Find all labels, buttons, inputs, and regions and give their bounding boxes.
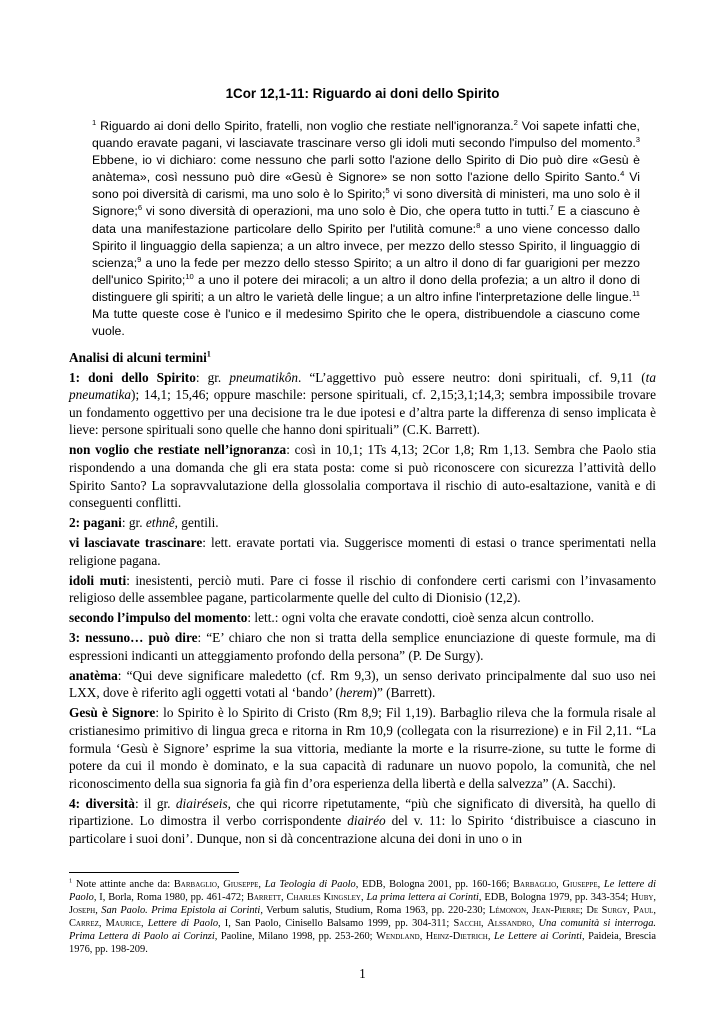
- term-label: secondo l’impulso del momento: [69, 610, 248, 626]
- term-label: 1: doni dello Spirito: [69, 369, 196, 385]
- term-entry: vi lasciavate trascinare: lett. eravate portati via. Suggerisce momenti di estasi o trance sperimentati nella religione pagana.: [69, 535, 656, 568]
- page-number: 1: [359, 966, 366, 981]
- term-entry: 4: diversità: il gr. diairéseis, che qui ricorre ripetutamente, “più che significato di diversità, ha quello di ripartizione. Lo dimostra il verbo corrispondente diairéo del v. 11: lo Spirito ‘distribuisce a ciascuno in particolare i suoi doni’. Dunque, non si dà concentrazione alcuna dei doni in uno o in: [69, 795, 657, 846]
- book-title: La Teologia di Paolo: [264, 879, 356, 890]
- term-label: idoli muti: [69, 572, 127, 588]
- page-title: 1Cor 12,1-11: Riguardo ai doni dello Spirito: [225, 86, 500, 101]
- author-name: Wendland, Heinz-Dietrich: [376, 931, 488, 943]
- author-name: Barbaglio, Giuseppe: [513, 879, 598, 890]
- term-label: vi lasciavate trascinare: [69, 535, 203, 551]
- verse-number: 5: [385, 186, 390, 196]
- verse-number: 7: [549, 203, 554, 213]
- footnote-number: 1: [69, 877, 73, 885]
- book-title: Le lettere di Paolo: [69, 879, 656, 904]
- verse-number: 4: [620, 169, 625, 179]
- author-name: Huby, Joseph: [69, 892, 657, 917]
- verse-text: Voi sapete infatti che, quando eravate pagani, vi lasciavate trascinare verso gli idoli muti secondo l'impulso del momento.: [92, 119, 640, 151]
- term-label: anatèma: [69, 667, 118, 683]
- verse-number: 9: [137, 254, 142, 264]
- footnote: $^1$ Note attinte anche da: Barbaglio, Giuseppe, La Teologia di Paolo, EDB, Bologna 2001, pp. 160-166; Barbaglio, Giuseppe, Le lettere di Paolo, I, Borla, Roma 1980, pp. 461-472; Barrett, Charles Kingsley, La prima lettera ai Corinti, EDB, Bologna 1979, pp. 343-354; Huby, Joseph, San Paolo. Prima Epistola ai Corinti, Verbum salutis, Studium, Roma 1963, pp. 220-230; Lémonon, Jean-Pierre; De Surgy, Paul, Carrez, Maurice, Lettere di Paolo, I, San Paolo, Cinisello Balsamo 1999, pp. 304-311; Sacchi, Alssandro, Una comunità si interroga. Prima Lettera di Paolo ai Corinzi, Paoline, Milano 1998, pp. 253-260; Wendland, Heinz-Dietrich, Le Lettere ai Corinti, Paideia, Brescia 1976, pp. 198-209.: [69, 877, 657, 956]
- author-name: Sacchi, Alssandro: [453, 918, 532, 930]
- term-entry: Gesù è Signore: lo Spirito è lo Spirito di Cristo (Rm 8,9; Fil 1,19). Barbaglio rileva che la formula risale al cristianesimo primitivo di lingua greca e ritorna in Rm 10,9 (collegata con la risurrezione) e in Fil 2,11. “La formula ‘Gesù è Signore’ esprime la sua vittoria, mediante la morte e la risurre-zione, su tutte le forme di potere da cui il mondo è dominato, e la sua capacità di radunare un nuovo popolo, la comunità, che nel riconoscimento della sua signoria fa già fin d’ora esperienza della libertà e della salvezza” (A. Sacchi).: [69, 705, 656, 791]
- term-label: 2: pagani: [69, 515, 122, 531]
- verse-number: 11: [632, 288, 640, 298]
- book-title: Una comunità si interroga. Prima Lettera di Paolo ai Corinzi: [69, 918, 656, 943]
- term-entry: idoli muti: inesistenti, perciò muti. Pare ci fosse il rischio di confondere certi carismi con l’invasamento religioso delle assemblee pagane, particolarmente quelle del culto di Dionisio (12,2).: [69, 572, 657, 606]
- term-entry: 1: doni dello Spirito: gr. pneumatikôn. “L’aggettivo può essere neutro: doni spirituali, cf. 9,11 (ta pneumatika); 14,1; 15,46; oppure maschile: persone spirituali, cf. 2,15;3,1;14,3; sembra impossibile trovare un fondamento oggettivo per una decisione tra le due ipotesi e d’altra parte la differenza di senso implicata è lieve: persone spirituali sono quelle che hanno doni spirituali” (C.K. Barrett).: [69, 369, 656, 438]
- verse-text: a uno viene concesso dallo Spirito il linguaggio della sapienza; a un altro invece, per mezzo dello stesso Spirito, il linguaggio di scienza;: [92, 221, 640, 270]
- verse-number: 6: [137, 203, 143, 213]
- term-entry: non voglio che restiate nell’ignoranza: così in 10,1; 1Ts 4,13; 2Cor 1,8; Rm 1,13. Sembra che Paolo stia rispondendo a una domanda che gli era stata posta: come si può riconoscere con sicurezza l’attività dello Spirito Santo? La sopravvalutazione della glossolalia comportava il rischio di auto-esaltazione, vanità e di conseguenti conflitti.: [69, 442, 656, 511]
- verse-number: 10: [185, 271, 194, 281]
- verse-text: vi sono diversità di operazioni, ma uno solo è Dio, che opera tutto in tutti.: [142, 204, 550, 219]
- analysis-section: [69, 349, 656, 850]
- term-label: non voglio che restiate nell’ignoranza: [69, 442, 287, 458]
- verse-text: Vi sono poi diversità di carismi, ma uno solo è lo Spirito;: [92, 170, 640, 202]
- verse-text: E a ciascuno è data una manifestazione particolare dello Spirito per l'utilità comune:: [92, 204, 640, 236]
- book-title: Le Lettere ai Corinti: [493, 931, 583, 943]
- verse-text: Riguardo ai doni dello Spirito, fratelli, non voglio che restiate nell'ignoranza.: [96, 119, 514, 133]
- author-name: Lémonon, Jean-Pierre; De Surgy, Paul, Carrez, Maurice: [69, 905, 656, 930]
- footnote-ref: 1: [206, 349, 211, 359]
- footnote-divider: [69, 872, 239, 873]
- term-entry: 3: nessuno… può dire: “E’ chiaro che non si tratta della semplice enunciazione di queste formule, ma di espressioni indicanti un atteggiamento profondo della persona” (P. De Surgy).: [69, 630, 656, 663]
- author-name: Barbaglio, Giuseppe: [173, 879, 259, 890]
- scripture-passage: [92, 118, 640, 340]
- book-title: La prima lettera ai Corinti: [366, 892, 479, 904]
- term-label: Gesù è Signore: [69, 705, 156, 721]
- verse-text: a uno il potere dei miracoli; a un altro il dono della profezia; a un altro il dono di distinguere gli spiriti; a un altro le varietà delle lingue; a un altro infine l'interpretazione delle lingue.: [92, 272, 640, 304]
- book-title: San Paolo. Prima Epistola ai Corinti: [101, 905, 261, 917]
- term-entry: 2: pagani: gr. ethnê, gentili.: [69, 515, 219, 531]
- term-entry: secondo l’impulso del momento: lett.: ogni volta che eravate condotti, cioè senza alcun controllo.: [69, 610, 595, 626]
- verse-number: 1: [92, 117, 97, 127]
- verse-number: 2: [513, 117, 518, 127]
- section-heading: Analisi di alcuni termini$^1$: [69, 349, 211, 365]
- term-label: 4: diversità: [69, 795, 135, 811]
- term-label: 3: nessuno… può dire: [69, 630, 198, 646]
- verse-text: Ma tutte queste cose è l'unico e il medesimo Spirito che le opera, distribuendole a ciascuno come vuole.: [92, 307, 640, 339]
- verse-number: 3: [635, 135, 640, 144]
- book-title: Lettere di Paolo: [147, 918, 219, 930]
- author-name: Barrett, Charles Kingsley: [246, 892, 361, 904]
- verse-text: a uno la fede per mezzo dello stesso Spirito; a un altro il dono di far guarigioni per mezzo dell'unico Spirito;: [92, 255, 640, 287]
- verse-text: vi sono diversità di ministeri, ma uno solo è il Signore;: [92, 187, 640, 219]
- term-entry: anatèma: “Qui deve significare maledetto (cf. Rm 9,3), un senso derivato principalmente dal suo uso nei LXX, dove è riferito agli oggetti votati al ‘bando’ (herem)” (Barrett).: [69, 667, 656, 701]
- verse-text: Ebbene, io vi dichiaro: come nessuno che parli sotto l'azione dello Spirito di Dio può dire «Gesù è anàtema», così nessuno può dire «Gesù è Signore» se non sotto l'azione dello Spirito Santo.: [92, 153, 640, 185]
- verse-number: 8: [476, 220, 481, 230]
